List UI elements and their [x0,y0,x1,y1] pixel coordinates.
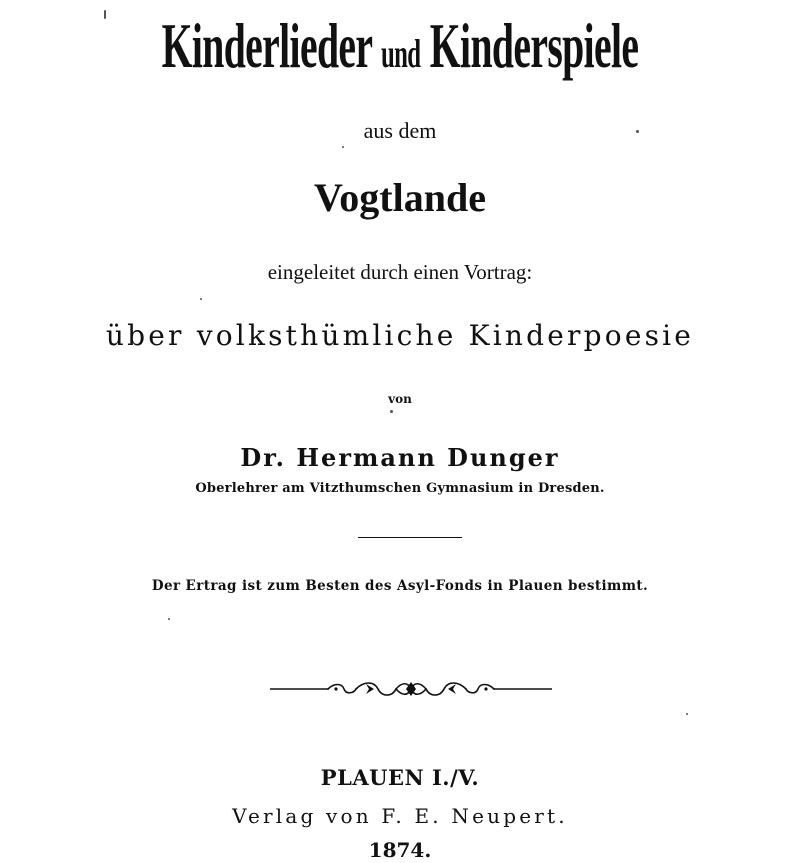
title-part-2: Kinderspiele [429,10,639,81]
paper-speck [390,410,393,413]
imprint-publisher: Verlag von F. E. Neupert. [232,804,568,828]
separator-rule [358,537,462,538]
region-title: Vogtlande [314,175,486,220]
ornament-divider-icon [270,677,552,701]
paper-speck [342,146,344,148]
title-conjunction: und [380,31,421,76]
imprint-place: PLAUEN I./V. [320,765,480,790]
subtitle-prefix: aus dem [363,118,437,143]
imprint-year: 1874. [368,838,432,862]
paper-speck [686,713,688,715]
author-name: Dr. Hermann Dunger [240,443,560,472]
book-title [152,10,648,81]
intro-line: eingeleitet durch einen Vortrag: [267,260,533,284]
paper-speck [104,10,106,19]
paper-speck [636,130,639,133]
paper-speck [168,618,170,620]
proceeds-note: Der Ertrag ist zum Besten des Asyl-Fonds in Plauen bestimmt. [151,578,649,594]
lecture-title: über volksthümliche Kinderpoesie [105,319,695,352]
paper-speck [200,298,202,300]
by-line: von [388,392,412,406]
author-affiliation: Oberlehrer am Vitzthumschen Gymnasium in Dresden. [195,481,605,496]
title-part-1: Kinderlieder [161,10,372,81]
